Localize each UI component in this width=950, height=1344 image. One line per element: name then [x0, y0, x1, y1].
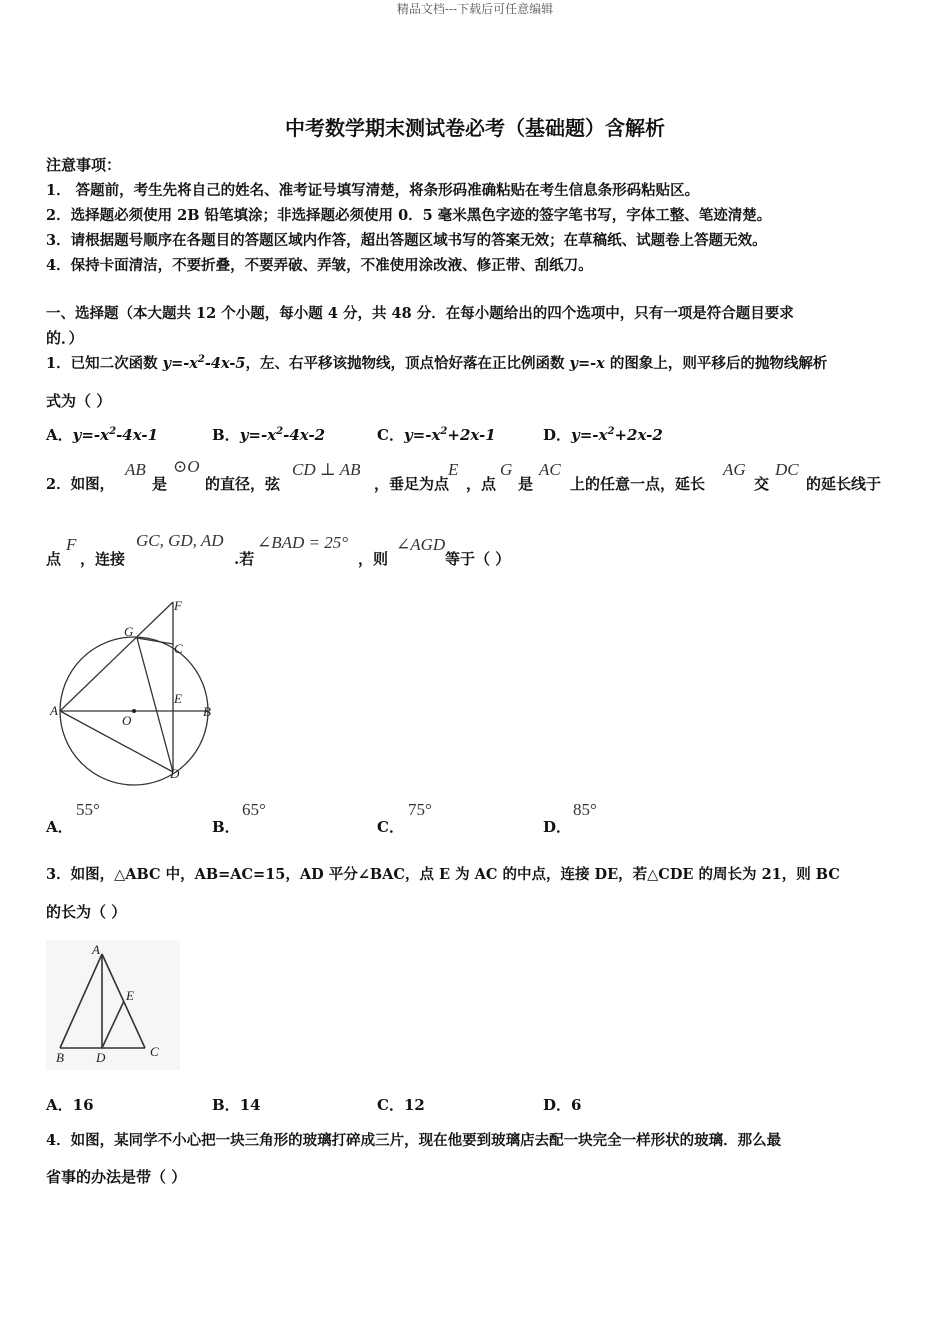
q1-formula-2: y=-x — [569, 355, 605, 372]
q3-option-c[interactable]: C．12 — [377, 1096, 425, 1114]
q2-fig-label-e: E — [174, 691, 182, 706]
q1-text-c: 的图象上，则平移后的抛物线解析 — [604, 355, 828, 372]
notice-item-2: 2．选择题必须使用 2B 铅笔填涂；非选择题必须使用 0．5 毫米黑色字迹的签字笔书写，字体工整、笔迹清楚。 — [46, 207, 772, 224]
q2-text-13: ，则 — [358, 550, 389, 568]
question-3-cont: 的长为（ ） — [46, 903, 127, 921]
q2-option-b[interactable]: B． — [212, 818, 240, 836]
section-heading-cont: 的．） — [46, 329, 84, 347]
notice-item-1: 1． 答题前，考生先将自己的姓名、准考证号填写清楚，将条形码准确粘贴在考生信息条形码粘贴区。 — [46, 182, 700, 199]
q2-text-12: .若 — [234, 550, 255, 568]
q2-text-6: 是 — [518, 475, 534, 493]
question-1 — [46, 352, 827, 373]
q2-math-angle-bad: ∠BAD = 25° — [257, 533, 349, 552]
q2-text-1: 2．如图， — [46, 476, 115, 493]
q2-math-arc-ac: AC — [539, 460, 561, 479]
q2-math-angle-agd: ∠AGD — [396, 535, 446, 554]
q1-formula: $y=-x^2-4x-5$ — [162, 354, 246, 372]
notice-item-4: 4．保持卡面清洁，不要折叠，不要弄破、弄皱，不准使用涂改液、修正带、刮纸刀。 — [46, 257, 593, 274]
q2-option-c[interactable]: C． — [377, 818, 404, 836]
q2-math-f: F — [66, 535, 77, 554]
q3-fig-label-d: D — [96, 1050, 106, 1065]
q2-fig-label-g: G — [124, 624, 134, 639]
section-heading: 一、选择题（本大题共 12 个小题，每小题 4 分，共 48 分．在每小题给出的四个选项中，只有一项是符合题目要求 — [46, 305, 794, 322]
q2-option-d[interactable]: D． — [543, 818, 572, 836]
q2-math-cd-perp-ab: CD ⊥ AB — [292, 460, 361, 479]
q2-text-14: 等于（ ） — [445, 550, 511, 568]
q2-text-4: ，垂足为点 — [374, 475, 450, 493]
q2-text-10: 点 — [46, 550, 62, 568]
question-4-cont: 省事的办法是带（ ） — [46, 1168, 187, 1186]
q2-math-dc: DC — [775, 460, 799, 479]
q2-math-g: G — [500, 460, 513, 479]
q2-option-a[interactable]: A． — [46, 818, 73, 836]
q3-fig-label-c: C — [150, 1044, 159, 1059]
q2-text-9: 的延长线于 — [806, 475, 882, 493]
q2-option-d-value: 85° — [573, 800, 597, 819]
q2-fig-label-b: B — [203, 704, 211, 719]
q2-fig-label-a: A — [50, 703, 58, 718]
q1-option-b[interactable]: B．$y=-x^2-4x-2$ — [212, 426, 326, 444]
notice-heading: 注意事项： — [46, 156, 122, 174]
q2-math-ab: AB — [125, 460, 146, 479]
q2-math-ag: AG — [723, 460, 746, 479]
q2-option-b-value: 65° — [242, 800, 266, 819]
q1-option-a[interactable]: A．$y=-x^2-4x-1$ — [46, 426, 159, 444]
q2-math-e: E — [448, 460, 459, 479]
q2-math-circle-o: ⊙O — [173, 457, 200, 476]
q3-fig-label-e: E — [126, 988, 134, 1003]
q3-option-d[interactable]: D．6 — [543, 1096, 582, 1114]
q2-option-a-value: 55° — [76, 800, 100, 819]
q2-text-11: ，连接 — [80, 550, 126, 568]
q2-fig-label-o: O — [122, 713, 132, 728]
question-1-cont: 式为（ ） — [46, 392, 112, 410]
q3-fig-label-b: B — [56, 1050, 64, 1065]
page-header: 精品文档---下载后可任意编辑 — [396, 2, 554, 16]
q3-option-b[interactable]: B．14 — [212, 1096, 261, 1114]
q2-circle-figure — [46, 592, 226, 787]
q2-fig-label-d: D — [170, 766, 180, 781]
q3-option-a[interactable]: A．16 — [46, 1096, 94, 1114]
q1-text-b: ，左、右平移该抛物线，顶点恰好落在正比例函数 — [245, 355, 570, 372]
page-title: 中考数学期末测试卷必考（基础题）含解析 — [285, 116, 665, 140]
q1-option-d[interactable]: D．$y=-x^2+2x-2$ — [543, 426, 663, 444]
q2-fig-label-f: F — [174, 598, 182, 613]
q2-text-7: 上的任意一点，延长 — [570, 475, 706, 493]
q2-fig-label-c: C — [174, 641, 183, 656]
question-3: 3．如图，△ABC 中，AB=AC=15，AD 平分∠BAC，点 E 为 AC 的中点，连接 DE，若△CDE 的周长为 21，则 BC — [46, 866, 840, 883]
q2-math-segments: GC, GD, AD — [136, 531, 224, 550]
q2-text-8: 交 — [754, 475, 770, 493]
q2-text-2: 是 — [152, 475, 168, 493]
q2-option-c-value: 75° — [408, 800, 432, 819]
q1-option-c[interactable]: C．$y=-x^2+2x-1$ — [377, 426, 496, 444]
notice-item-3: 3．请根据题号顺序在各题目的答题区域内作答，超出答题区域书写的答案无效；在草稿纸、试题卷上答题无效。 — [46, 232, 767, 249]
q3-triangle-figure — [46, 940, 180, 1070]
q3-fig-label-a: A — [92, 942, 100, 957]
q2-text-3: 的直径，弦 — [205, 475, 281, 493]
question-4: 4．如图，某同学不小心把一块三角形的玻璃打碎成三片，现在他要到玻璃店去配一块完全一样形状的玻璃．那么最 — [46, 1132, 782, 1149]
q1-text-a: 1．已知二次函数 — [46, 355, 163, 372]
q2-text-5: ，点 — [466, 475, 497, 493]
